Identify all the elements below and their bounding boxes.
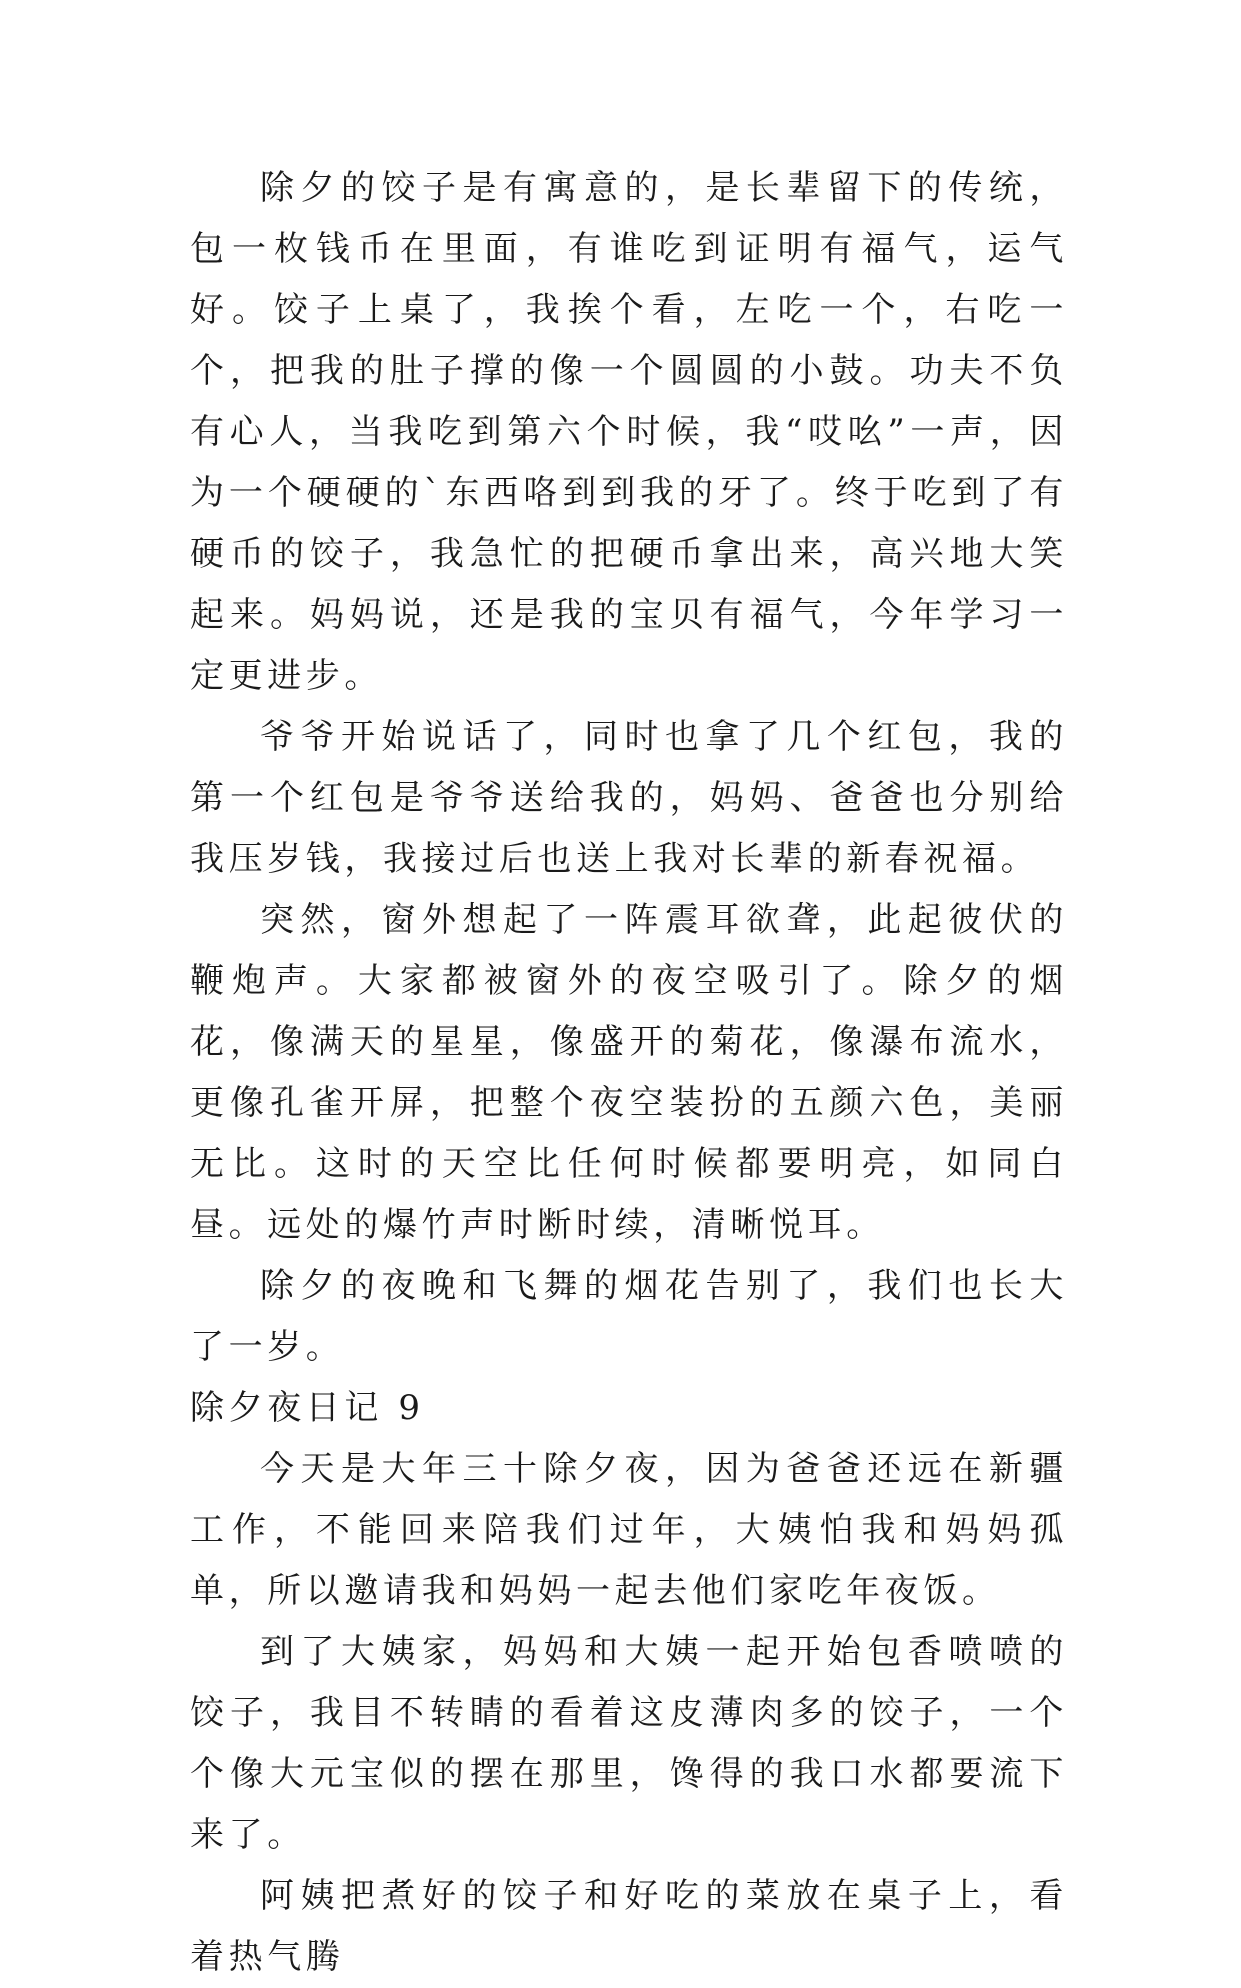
paragraph: 除夕的夜晚和飞舞的烟花告别了，我们也长大了一岁。 (190, 1266, 1068, 1367)
paragraph: 阿姨把煮好的饺子和好吃的菜放在桌子上，看着热气腾 (190, 1876, 1068, 1977)
section-heading: 除夕夜日记 9 (190, 1388, 425, 1428)
paragraph: 除夕的饺子是有寓意的，是长辈留下的传统，包一枚钱币在里面，有谁吃到证明有福气，运气好。饺子上桌了，我挨个看，左吃一个，右吃一个，把我的肚子撑的像一个圆圆的小鼓。功夫不负有心人，当我吃到第六个时候，我“哎吆”一声，因为一个硬硬的`东西咯到到我的牙了。终于吃到了有硬币的饺子，我急忙的把硬币拿出来，高兴地大笑起来。妈妈说，还是我的宝贝有福气，今年学习一定更进步。 (190, 168, 1068, 696)
paragraph: 爷爷开始说话了，同时也拿了几个红包，我的第一个红包是爷爷送给我的，妈妈、爸爸也分别给我压岁钱，我接过后也送上我对长辈的新春祝福。 (190, 717, 1068, 879)
paragraph: 到了大姨家，妈妈和大姨一起开始包香喷喷的饺子，我目不转睛的看着这皮薄肉多的饺子，一个个像大元宝似的摆在那里，馋得的我口水都要流下来了。 (190, 1632, 1068, 1855)
paragraph: 今天是大年三十除夕夜，因为爸爸还远在新疆工作，不能回来陪我们过年，大姨怕我和妈妈孤单，所以邀请我和妈妈一起去他们家吃年夜饭。 (190, 1449, 1068, 1611)
paragraph: 突然，窗外想起了一阵震耳欲聋，此起彼伏的鞭炮声。大家都被窗外的夜空吸引了。除夕的烟花，像满天的星星，像盛开的菊花，像瀑布流水，更像孔雀开屏，把整个夜空装扮的五颜六色，美丽无比。这时的天空比任何时候都要明亮，如同白昼。远处的爆竹声时断时续，清晰悦耳。 (190, 900, 1068, 1245)
document-body (190, 158, 1068, 1988)
